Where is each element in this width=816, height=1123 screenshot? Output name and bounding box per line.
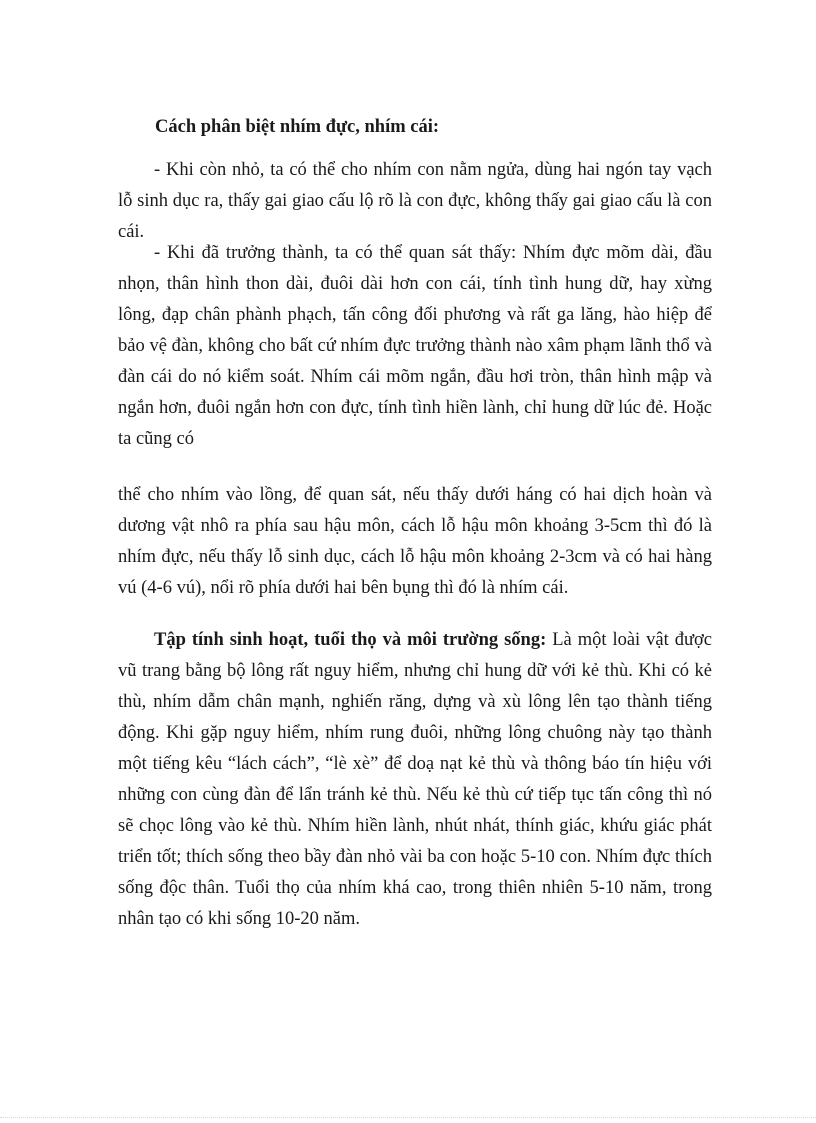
paragraph-young-porcupine xyxy=(118,155,712,248)
paragraph-text: thể cho nhím vào lồng, để quan sát, nếu thấy dưới háng có hai dịch hoàn và dương vật nhô ra phía sau hậu môn, cách lỗ hậu môn khoảng 3-5cm thì đó là nhím đực, nếu thấy lỗ sinh dục, cách lỗ hậu môn khoảng 2-3cm và có hai hàng vú (4-6 vú), nổi rõ phía dưới hai bên bụng thì đó là nhím cái. xyxy=(118,485,712,598)
paragraph-behavior-lifespan xyxy=(118,625,712,935)
paragraph-adult-porcupine xyxy=(118,238,712,455)
paragraph-text: - Khi đã trưởng thành, ta có thể quan sát thấy: Nhím đực mõm dài, đầu nhọn, thân hình thon dài, đuôi dài hơn con cái, tính tình hung dữ, hay xừng lông, đạp chân phành phạch, tấn công đối phương và rất ga lăng, hào hiệp để bảo vệ đàn, không cho bất cứ nhím đực trưởng thành nào xâm phạm lãnh thổ và đàn cái do nó kiểm soát. Nhím cái mõm ngắn, đầu hơi tròn, thân hình mập và ngắn hơn, đuôi ngắn hơn con đực, tính tình hiền lành, chỉ hung dữ lúc đẻ. Hoặc ta cũng có xyxy=(118,243,712,449)
page-bottom-divider xyxy=(0,1117,816,1118)
paragraph-lead-heading: Tập tính sinh hoạt, tuổi thọ và môi trường sống: xyxy=(154,630,547,650)
paragraph-cage-observation xyxy=(118,480,712,604)
paragraph-text: - Khi còn nhỏ, ta có thể cho nhím con nằm ngửa, dùng hai ngón tay vạch lỗ sinh dục ra, thấy gai giao cấu lộ rõ là con đực, không thấy gai giao cấu là con cái. xyxy=(118,160,712,242)
paragraph-text: Là một loài vật được vũ trang bằng bộ lông rất nguy hiểm, nhưng chỉ hung dữ với kẻ thù. Khi có kẻ thù, nhím dẫm chân mạnh, nghiến răng, dựng và xù lông lên tạo thành tiếng động. Khi gặp nguy hiểm, nhím rung đuôi, những lông chuông này tạo thành một tiếng kêu “lách cách”, “lè xè” để doạ nạt kẻ thù và thông báo tín hiệu với những con cùng đàn để lẩn tránh kẻ thù. Nếu kẻ thù cứ tiếp tục tấn công thì nó sẽ chọc lông vào kẻ thù. Nhím hiền lành, nhút nhát, thính giác, khứu giác phát triển tốt; thích sống theo bầy đàn nhỏ vài ba con hoặc 5-10 con. Nhím đực thích sống độc thân. Tuổi thọ của nhím khá cao, trong thiên nhiên 5-10 năm, trong nhân tạo có khi sống 10-20 năm. xyxy=(118,630,712,929)
section-heading: Cách phân biệt nhím đực, nhím cái: xyxy=(155,117,440,137)
